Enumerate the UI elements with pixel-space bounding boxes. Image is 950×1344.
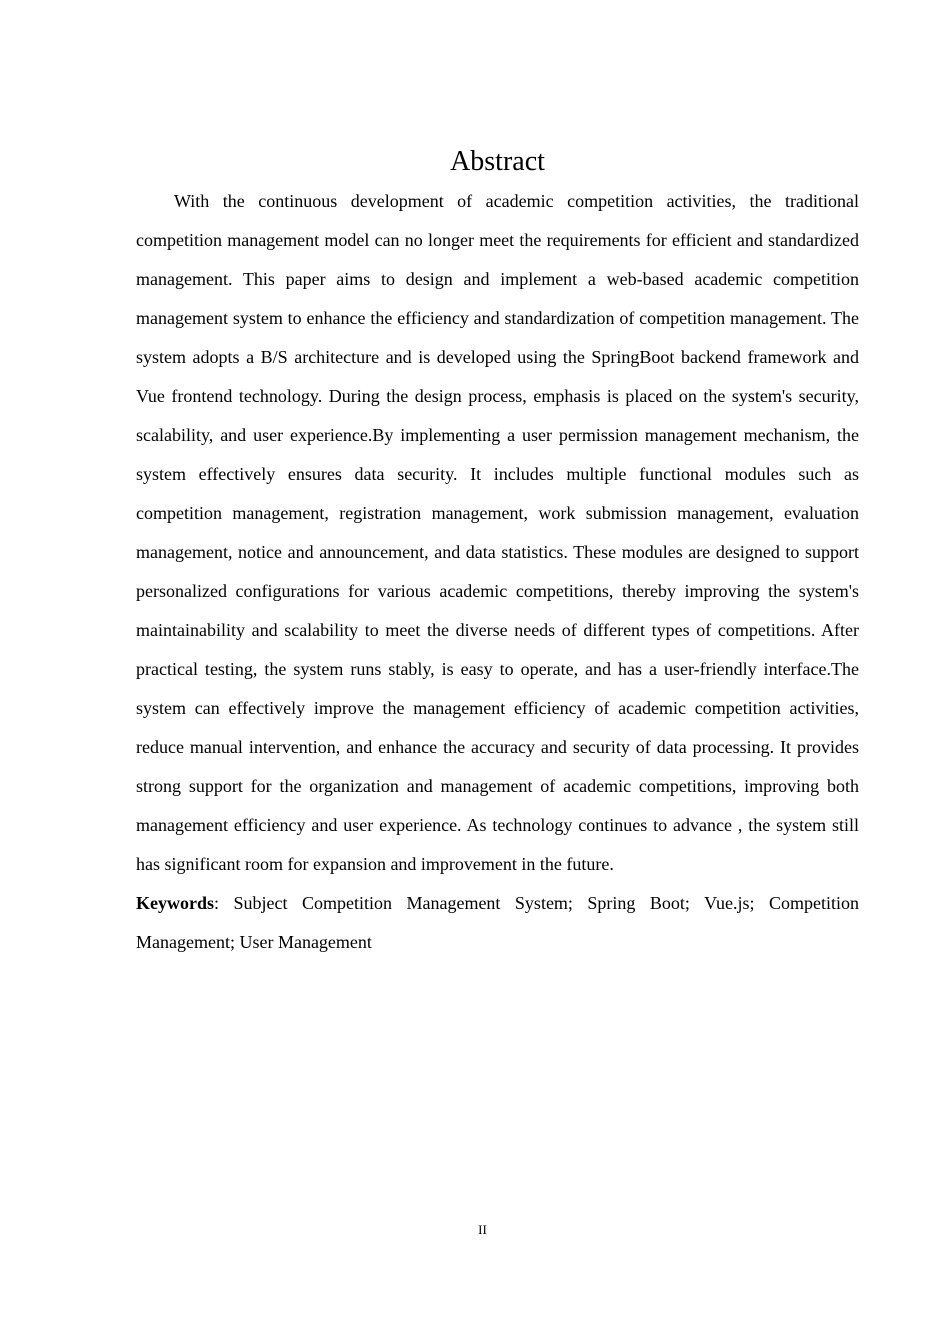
- keywords-paragraph: [136, 884, 859, 962]
- keywords-list: Subject Competition Management System; Spring Boot; Vue.js; Competition Management; User Management: [136, 893, 859, 952]
- page-number: II: [478, 1222, 487, 1237]
- abstract-paragraph: With the continuous development of academic competition activities, the traditional competition management model can no longer meet the requirements for efficient and standardized management. This paper aims to design and implement a web-based academic competition management system to enhance the efficiency and standardization of competition management. The system adopts a B/S architecture and is developed using the SpringBoot backend framework and Vue frontend technology. During the design process, emphasis is placed on the system's security, scalability, and user experience.By implementing a user permission management mechanism, the system effectively ensures data security. It includes multiple functional modules such as competition management, registration management, work submission management, evaluation management, notice and announcement, and data statistics. These modules are designed to support personalized configurations for various academic competitions, thereby improving the system's maintainability and scalability to meet the diverse needs of different types of competitions. After practical testing, the system runs stably, is easy to operate, and has a user-friendly interface.The system can effectively improve the management efficiency of academic competition activities, reduce manual intervention, and enhance the accuracy and security of data processing. It provides strong support for the organization and management of academic competitions, improving both management efficiency and user experience. As technology continues to advance , the system still has significant room for expansion and improvement in the future.: [136, 191, 859, 874]
- keywords-label: Keywords: [136, 893, 214, 913]
- abstract-body: [136, 182, 859, 962]
- keywords-separator: :: [214, 893, 220, 913]
- abstract-title: Abstract: [450, 146, 545, 177]
